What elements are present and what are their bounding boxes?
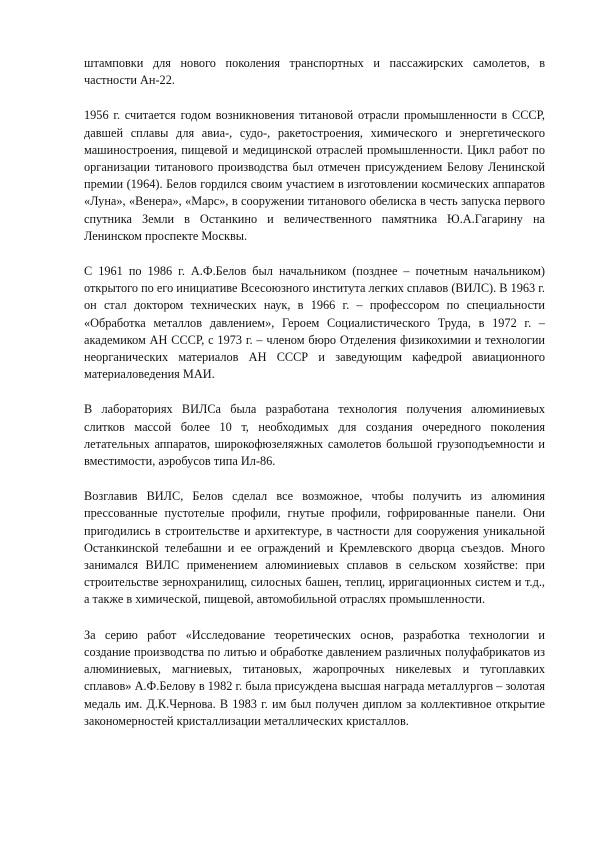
paragraph-2: 1956 г. считается годом возникновения титановой отрасли промышленности в СССР, давшей сплавы для авиа-, судо-, ракетостроения, химического и энергетического машиностроения, пищевой и медицинской отраслей промышленности. Цикл работ по организации титанового производства был отмечен присуждением Белову Ленинской премии (1964). Белов гордился своим участием в изготовлении космических аппаратов «Луна», «Венера», «Марс», в сооружении титанового обелиска в честь запуска первого спутника Земли в Останкино и величественного памятника Ю.А.Гагарину на Ленинском проспекте Москвы. <box>84 108 545 243</box>
paragraph-1: штамповки для нового поколения транспортных и пассажирских самолетов, в частности Ан-22. <box>84 56 545 88</box>
paragraph-5: Возглавив ВИЛС, Белов сделал все возможное, чтобы получить из алюминия прессованные пустотелые профили, гнутые профили, гофрированные панели. Они пригодились в строительстве и архитектуре, в частности для сооружения уникальной Останкинской телебашни и ее ограждений и Кремлевского дворца съездов. Много занимался ВИЛС применением алюминиевых сплавов в сельском хозяйстве: при строительстве зернохранилищ, силосных башен, теплиц, ирригационных систем и т.д., а также в химической, пищевой, автомобильной отраслях промышленности. <box>84 489 545 607</box>
paragraph-3: С 1961 по 1986 г. А.Ф.Белов был начальником (позднее – почетным начальником) открытого по его инициативе Всесоюзного института легких сплавов (ВИЛС). В 1963 г. он стал доктором технических наук, в 1966 г. – профессором по специальности «Обработка металлов давлением», Героем Социалистического Труда, в 1972 г. – академиком АН СССР, с 1973 г. – членом бюро Отделения физикохимии и технологии неорганических материалов АН СССР и заведующим кафедрой авиационного материаловедения МАИ. <box>84 264 545 382</box>
paragraph-6: За серию работ «Исследование теоретических основ, разработка технологии и создание производства по литью и обработке давлением различных полуфабрикатов из алюминиевых, магниевых, титановых, жаропрочных никелевых и тугоплавких сплавов» А.Ф.Белову в 1982 г. была присуждена высшая награда металлургов – золотая медаль им. Д.К.Чернова. В 1983 г. им был получен диплом за коллективное открытие закономерностей кристаллизации металлических кристаллов. <box>84 627 545 728</box>
document-body <box>84 55 545 730</box>
paragraph-4: В лабораториях ВИЛСа была разработана технология получения алюминиевых слитков массой более 10 т, необходимых для создания очередного поколения летательных аппаратов, широкофюзеляжных самолетов большой грузоподъемности и вместимости, аэробусов типа Ил-86. <box>84 402 545 469</box>
